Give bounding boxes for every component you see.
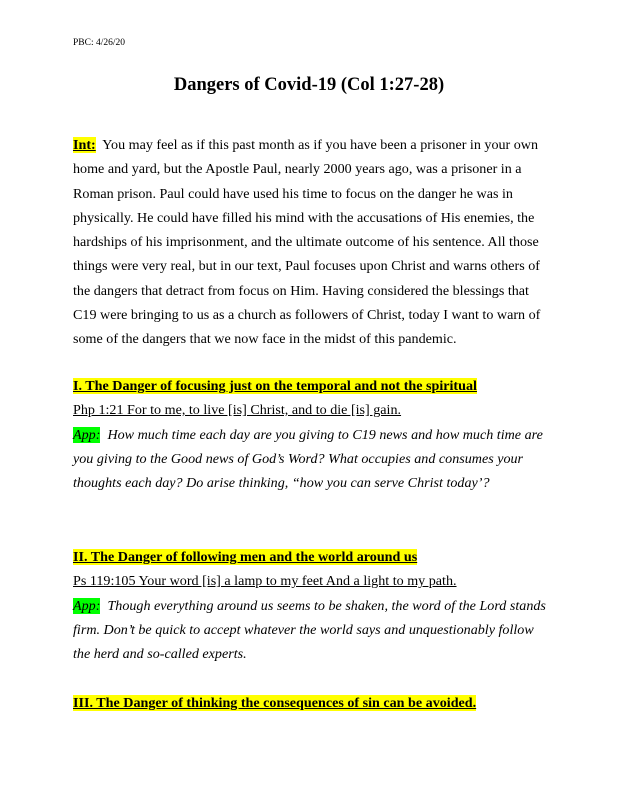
- section-1-app-text: How much time each day are you giving to C19 news and how much time are you giving to the Good news of God’s Word? What occupies and consumes your thoughts each day? Do arise thinking, “how you can serve Christ today’?: [73, 426, 543, 492]
- section-1: [73, 374, 551, 495]
- section-2-app-label: App:: [73, 597, 101, 614]
- intro-paragraph: [73, 133, 551, 352]
- section-3: [73, 691, 551, 715]
- section-1-heading: I. The Danger of focusing just on the temporal and not the spiritual: [73, 378, 477, 394]
- section-1-app-label: App:: [73, 426, 101, 443]
- intro-label: Int:: [73, 137, 96, 153]
- page-title: Dangers of Covid-19 (Col 1:27-28): [173, 75, 445, 95]
- section-2: [73, 545, 551, 666]
- section-1-verse: Php 1:21 For to me, to live [is] Christ, and to die [is] gain.: [73, 402, 402, 419]
- section-3-heading: III. The Danger of thinking the consequences of sin can be avoided.: [73, 695, 477, 711]
- section-2-heading: II. The Danger of following men and the world around us: [73, 549, 418, 565]
- section-2-app-text: Though everything around us seems to be shaken, the word of the Lord stands firm. Don’t be quick to accept whatever the world says and unquestionably follow the herd and so-called experts.: [73, 597, 546, 663]
- section-2-application: [73, 594, 551, 667]
- page-header: PBC: 4/26/20: [73, 38, 125, 48]
- intro-text: You may feel as if this past month as if you have been a prisoner in your own home and yard, but the Apostle Paul, nearly 2000 years ago, was a prisoner in a Roman prison. Paul could have used his time to focus on the danger he was in physically. He could have filled his mind with the accusations of His enemies, the hardships of his imprisonment, and the ultimate outcome of his sentence. All those things were very real, but in our text, Paul focuses upon Christ and warns others of the dangers that detract from focus on Him. Having considered the blessings that C19 were bringing to us as a church as followers of Christ, today I want to warn of some of the dangers that we now face in the midst of this pandemic.: [73, 137, 541, 348]
- section-1-application: [73, 423, 551, 496]
- section-2-verse: Ps 119:105 Your word [is] a lamp to my feet And a light to my path.: [73, 573, 457, 590]
